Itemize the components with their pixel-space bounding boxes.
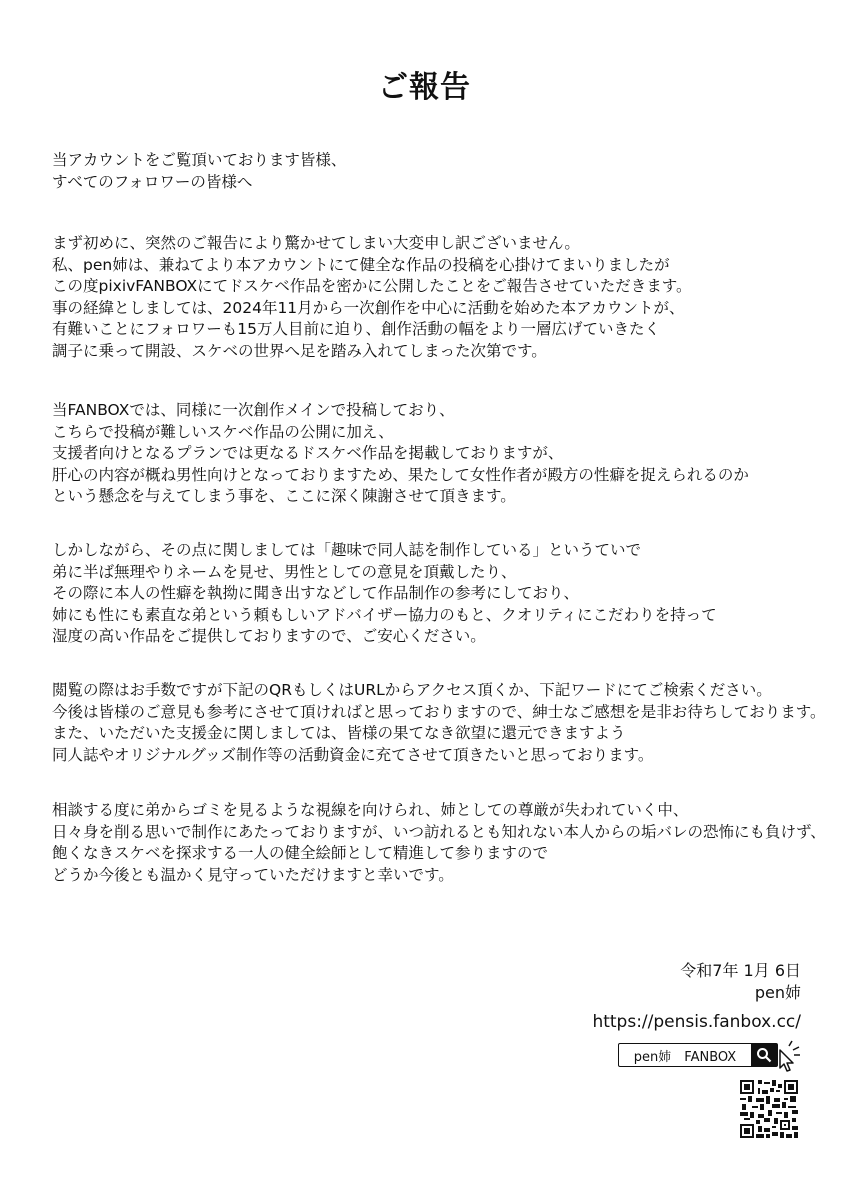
paragraph-line: その際に本人の性癖を執拗に聞き出すなどして作品制作の参考にしており、: [52, 584, 580, 602]
paragraph-line: 私、pen姉は、兼ねてより本アカウントにて健全な作品の投稿を心掛けてまいりましたが: [52, 255, 670, 274]
paragraph-line: しかしながら、その点に関しましては「趣味で同人誌を制作している」というていで: [52, 541, 642, 559]
search-icon: [756, 1047, 772, 1063]
cursor-click-icon: [772, 1040, 802, 1074]
paragraph-line: 当FANBOXでは、同様に一次創作メインで投稿しており、: [52, 401, 455, 419]
paragraph: [52, 540, 812, 648]
paragraph-line: 湿度の高い作品をご提供しておりますので、ご安心ください。: [52, 627, 486, 645]
paragraph-line: 同人誌やオリジナルグッズ制作等の活動資金に充てさせて頂きたいと思っております。: [52, 745, 654, 764]
paragraph-line: 弟に半ば無理やりネームを見せ、男性としての意見を頂戴したり、: [52, 562, 517, 581]
paragraph-line: 相談する度に弟からゴミを見るような視線を向けられ、姉としての尊厳が失われていく中、: [52, 801, 689, 819]
paragraph-line: 日々身を削る思いで制作にあたっておりますが、いつ訪れるとも知れない本人からの垢バレの恐怖にも負けず、: [52, 822, 826, 841]
paragraph-line: 今後は皆様のご意見も参考にさせて頂ければと思っておりますので、紳士なご感想を是非お待ちしております。: [52, 702, 826, 721]
date: 令和7年 1月 6日: [680, 961, 801, 980]
paragraph-line: 肝心の内容が概ね男性向けとなっておりますため、果たして女性作者が殿方の性癖を捉えられるのか: [52, 465, 749, 484]
paragraph-line: 姉にも性にも素直な弟という頼もしいアドバイザー協力のもと、クオリティにこだわりを持って: [52, 605, 717, 624]
qr-code[interactable]: [740, 1080, 798, 1138]
author-name: pen姉: [754, 983, 801, 1002]
paragraph: [52, 233, 812, 362]
paragraph-line: まず初めに、突然のご報告により驚かせてしまい大変申し訳ございません。: [52, 234, 580, 252]
document-title: ご報告: [378, 70, 471, 105]
paragraph-line: この度pixivFANBOXにてドスケベ作品を密かに公開したことをご報告させていただきます。: [52, 277, 692, 295]
paragraph-line: 有難いことにフォロワーも15万人目前に迫り、創作活動の幅をより一層広げていきたく: [52, 320, 660, 338]
paragraph-line: 閲覧の際はお手数ですが下記のQRもしくはURLからアクセス頂くか、下記ワードにてご検索ください。: [52, 681, 772, 699]
paragraph-line: 支援者向けとなるプランでは更なるドスケベ作品を掲載しておりますが、: [52, 444, 564, 462]
paragraph-line: また、いただいた支援金に関しましては、皆様の果てなき欲望に還元できますよう: [52, 724, 626, 742]
paragraph-line: 事の経緯としましては、2024年11月から一次創作を中心に活動を始めた本アカウントが、: [52, 298, 685, 317]
paragraph-line: 調子に乗って開設、スケベの世界へ足を踏み入れてしまった次第です。: [52, 341, 547, 360]
paragraph: [52, 800, 826, 886]
paragraph-line: こちらで投稿が難しいスケベ作品の公開に加え、: [52, 422, 394, 441]
paragraph-line: すべてのフォロワーの皆様へ: [52, 172, 253, 191]
paragraph: [52, 400, 812, 508]
paragraph-line: 当アカウントをご覧頂いております皆様、: [52, 151, 347, 169]
search-box: [618, 1043, 778, 1067]
search-keyword: pen姉 FANBOX: [633, 1049, 737, 1065]
paragraph-line: どうか今後とも温かく見守っていただけますと幸いです。: [52, 865, 454, 884]
paragraph: [52, 150, 812, 193]
fanbox-url[interactable]: https://pensis.fanbox.cc/: [592, 1012, 801, 1032]
paragraph-line: という懸念を与えてしまう事を、ここに深く陳謝させて頂きます。: [52, 487, 516, 505]
paragraph-line: 飽くなきスケベを探求する一人の健全絵師として精進して参りますので: [52, 844, 549, 862]
paragraph: [52, 680, 826, 766]
